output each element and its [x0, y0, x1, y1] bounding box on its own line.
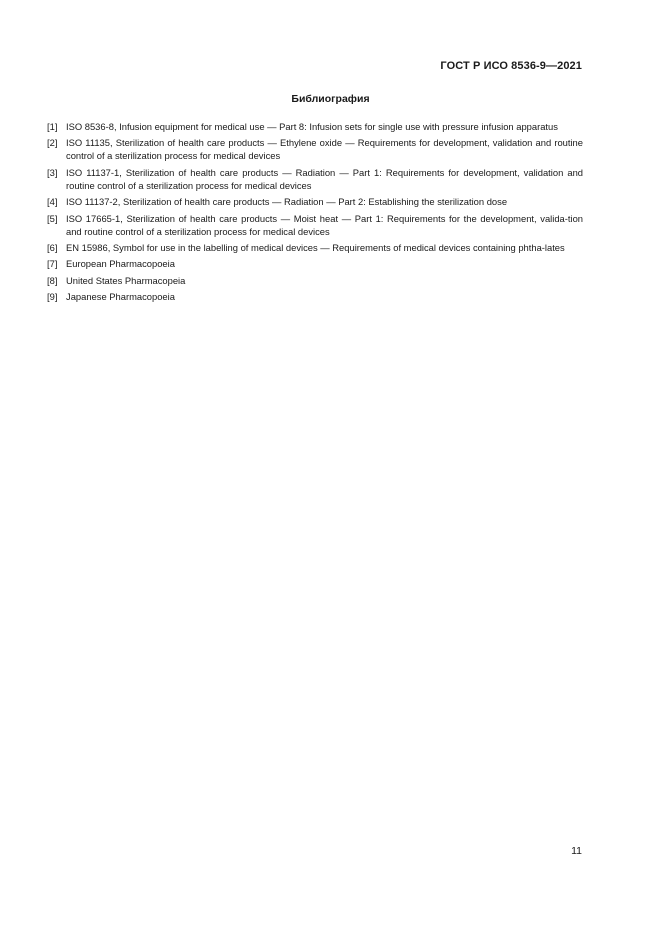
- bibliography-item-number: [5]: [47, 212, 58, 224]
- bibliography-item-number: [1]: [47, 121, 58, 132]
- bibliography-item: [47, 195, 583, 208]
- bibliography-item: [47, 241, 583, 254]
- bibliography-item-number: [3]: [47, 166, 58, 178]
- bibliography-item-number: [4]: [47, 196, 58, 208]
- bibliography-item-text: ISO 17665-1, Sterilization of health care products — Moist heat — Part 1: Requirements for the development, valida-tion and routine control of a sterilization process for medical devices: [66, 212, 583, 237]
- bibliography-item-number: [9]: [47, 291, 58, 303]
- bibliography-item-text: ISO 8536-8, Infusion equipment for medical use — Part 8: Infusion sets for single use with pressure infusion apparatus: [66, 121, 558, 132]
- bibliography-item: [47, 136, 583, 162]
- bibliography-item: [47, 274, 583, 287]
- bibliography-item: [47, 212, 583, 238]
- bibliography-item: [47, 290, 583, 303]
- bibliography-item: [47, 120, 583, 133]
- section-title: Библиография: [291, 93, 370, 105]
- bibliography-item-number: [8]: [47, 274, 58, 286]
- document-standard-id: ГОСТ Р ИСО 8536-9—2021: [440, 60, 582, 72]
- bibliography-item: [47, 166, 583, 192]
- bibliography-item-text: ISO 11137-2, Sterilization of health care products — Radiation — Part 2: Establishing the sterilization dose: [66, 196, 508, 208]
- bibliography-item-text: Japanese Pharmacopoeia: [66, 291, 175, 303]
- page-number: 11: [571, 845, 582, 857]
- bibliography-item-number: [6]: [47, 241, 58, 253]
- bibliography-item-text: United States Pharmacopeia: [66, 274, 186, 286]
- bibliography-item-text: ISO 11135, Sterilization of health care products — Ethylene oxide — Requirements for development, validation and routine control of a sterilization process for medical devices: [66, 137, 583, 162]
- bibliography-item-number: [2]: [47, 137, 58, 149]
- bibliography-list: [47, 120, 583, 307]
- bibliography-item-text: ISO 11137-1, Sterilization of health care products — Radiation — Part 1: Requirements for development, validation and routine control of a sterilization process for medical devices: [66, 166, 583, 191]
- bibliography-item: [47, 257, 583, 270]
- bibliography-item-number: [7]: [47, 258, 58, 270]
- bibliography-item-text: EN 15986, Symbol for use in the labelling of medical devices — Requirements of medical devices containing phtha-lates: [66, 241, 565, 253]
- bibliography-item-text: European Pharmacopoeia: [66, 258, 175, 270]
